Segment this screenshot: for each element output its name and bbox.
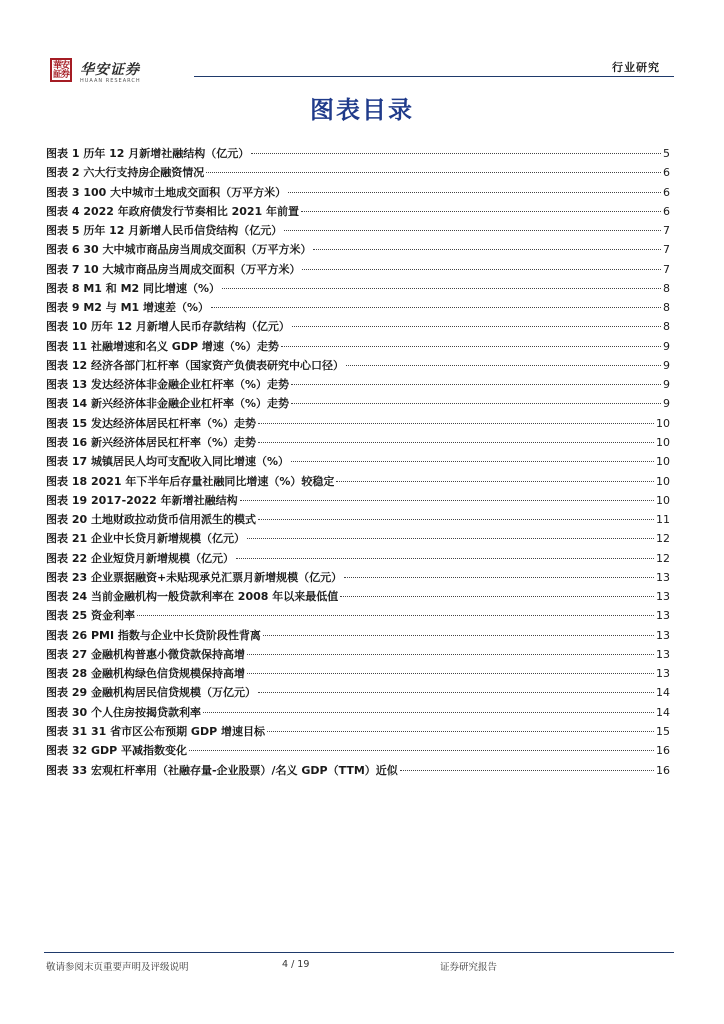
dot-leader: [189, 750, 654, 751]
company-logo: [50, 58, 190, 86]
toc-entry-label: 图表 21 企业中长贷月新增规模（亿元）: [46, 532, 245, 546]
toc-entry-label: 图表 25 资金利率: [46, 609, 135, 623]
toc-entry-label: 图表 29 金融机构居民信贷规模（万亿元）: [46, 686, 256, 700]
toc-entry[interactable]: [46, 183, 670, 202]
dot-leader: [291, 403, 661, 404]
toc-entry[interactable]: [46, 356, 670, 375]
toc-entry-page: 16: [656, 744, 670, 758]
toc-entry[interactable]: [46, 240, 670, 259]
seal-char: 券: [61, 70, 71, 80]
toc-entry[interactable]: [46, 606, 670, 625]
dot-leader: [247, 673, 654, 674]
toc-entry-page: 13: [656, 628, 670, 642]
toc-entry[interactable]: [46, 202, 670, 221]
toc-entry-page: 6: [663, 166, 670, 180]
toc-entry[interactable]: [46, 568, 670, 587]
toc-entry-label: 图表 30 个人住房按揭贷款利率: [46, 705, 201, 719]
toc-entry-page: 16: [656, 763, 670, 777]
toc-entry-label: 图表 8 M1 和 M2 同比增速（%）: [46, 281, 221, 295]
toc-entry-label: 图表 31 31 省市区公布预期 GDP 增速目标: [46, 724, 265, 738]
toc-entry[interactable]: [46, 375, 670, 394]
dot-leader: [240, 500, 654, 501]
footer-disclaimer: 敬请参阅末页重要声明及评级说明: [46, 962, 189, 973]
dot-leader: [247, 654, 654, 655]
toc-entry-page: 10: [656, 435, 670, 449]
dot-leader: [346, 365, 661, 366]
toc-entry-page: 10: [656, 474, 670, 488]
toc-entry-page: 8: [663, 281, 670, 295]
toc-entry-page: 14: [656, 705, 670, 719]
toc-entry-page: 12: [656, 532, 670, 546]
toc-entry-label: 图表 15 发达经济体居民杠杆率（%）走势: [46, 416, 256, 430]
dot-leader: [206, 172, 661, 173]
dot-leader: [203, 712, 654, 713]
toc-entry-page: 11: [656, 513, 670, 527]
brand-subtitle: HUAAN RESEARCH: [80, 78, 141, 84]
toc-entry-page: 9: [663, 397, 670, 411]
toc-entry-page: 7: [663, 224, 670, 238]
dot-leader: [137, 615, 654, 616]
footer-divider: [44, 952, 674, 953]
toc-entry-page: 9: [663, 378, 670, 392]
dot-leader: [258, 519, 654, 520]
toc-entry[interactable]: [46, 626, 670, 645]
dot-leader: [281, 346, 661, 347]
toc-entry[interactable]: [46, 472, 670, 491]
toc-entry[interactable]: [46, 703, 670, 722]
toc-entry-label: 图表 4 2022 年政府债发行节奏相比 2021 年前置: [46, 204, 300, 218]
toc-entry-label: 图表 33 宏观杠杆率用（社融存量-企业股票）/名义 GDP（TTM）近似: [46, 763, 398, 777]
toc-entry[interactable]: [46, 298, 670, 317]
toc-entry-label: 图表 32 GDP 平减指数变化: [46, 744, 188, 758]
toc-entry[interactable]: [46, 394, 670, 413]
toc-entry[interactable]: [46, 761, 670, 780]
dot-leader: [222, 288, 661, 289]
toc-entry[interactable]: [46, 414, 670, 433]
toc-entry-page: 5: [663, 147, 670, 160]
toc-entry[interactable]: [46, 587, 670, 606]
dot-leader: [340, 596, 654, 597]
toc-entry[interactable]: [46, 645, 670, 664]
toc-entry-page: 9: [663, 339, 670, 353]
toc-entry-label: 图表 11 社融增速和名义 GDP 增速（%）走势: [46, 339, 279, 353]
toc-entry[interactable]: [46, 452, 670, 471]
toc-entry[interactable]: [46, 741, 670, 760]
toc-entry[interactable]: [46, 722, 670, 741]
document-type: 证券研究报告: [440, 962, 498, 973]
toc-entry-page: 13: [656, 590, 670, 604]
toc-entry-label: 图表 1 历年 12 月新增社融结构（亿元）: [46, 147, 250, 160]
toc-entry-label: 图表 16 新兴经济体居民杠杆率（%）走势: [46, 435, 256, 449]
toc-entry-page: 6: [663, 204, 670, 218]
toc-entry-label: 图表 19 2017-2022 年新增社融结构: [46, 493, 238, 507]
dot-leader: [336, 481, 654, 482]
toc-entry[interactable]: [46, 510, 670, 529]
toc-entry[interactable]: [46, 529, 670, 548]
logo-seal: [50, 58, 72, 82]
toc-entry-page: 10: [656, 493, 670, 507]
table-of-figures: [46, 144, 670, 780]
toc-entry-label: 图表 9 M2 与 M1 增速差（%）: [46, 301, 210, 315]
toc-entry-label: 图表 17 城镇居民人均可支配收入同比增速（%）: [46, 455, 289, 469]
toc-entry-label: 图表 6 30 大中城市商品房当周成交面积（万平方米）: [46, 243, 312, 257]
toc-entry-label: 图表 26 PMI 指数与企业中长贷阶段性背离: [46, 628, 261, 642]
toc-entry-label: 图表 22 企业短贷月新增规模（亿元）: [46, 551, 234, 565]
dot-leader: [247, 538, 654, 539]
toc-entry-page: 14: [656, 686, 670, 700]
toc-entry-label: 图表 28 金融机构绿色信贷规模保持高增: [46, 667, 245, 681]
toc-entry-label: 图表 18 2021 年下半年后存量社融同比增速（%）较稳定: [46, 474, 335, 488]
dot-leader: [263, 635, 654, 636]
toc-entry[interactable]: [46, 279, 670, 298]
dot-leader: [400, 770, 654, 771]
dot-leader: [211, 307, 661, 308]
toc-entry[interactable]: [46, 144, 670, 163]
toc-entry[interactable]: [46, 491, 670, 510]
toc-entry-page: 8: [663, 320, 670, 334]
toc-entry-label: 图表 5 历年 12 月新增人民币信贷结构（亿元）: [46, 224, 283, 238]
page-header: [44, 56, 674, 86]
dot-leader: [344, 577, 654, 578]
header-divider: [194, 76, 674, 77]
seal-char: 華: [53, 61, 63, 71]
toc-entry[interactable]: [46, 433, 670, 452]
brand-name: 华安证券: [80, 62, 140, 78]
dot-leader: [267, 731, 654, 732]
dot-leader: [258, 692, 654, 693]
toc-entry-label: 图表 7 10 大城市商品房当周成交面积（万平方米）: [46, 262, 301, 276]
toc-entry-label: 图表 27 金融机构普惠小微贷款保持高增: [46, 647, 245, 661]
toc-entry-label: 图表 24 当前金融机构一般贷款利率在 2008 年以来最低值: [46, 590, 339, 604]
toc-entry-label: 图表 13 发达经济体非金融企业杠杆率（%）走势: [46, 378, 289, 392]
toc-entry[interactable]: [46, 549, 670, 568]
dot-leader: [291, 384, 661, 385]
dot-leader: [288, 192, 661, 193]
dot-leader: [284, 230, 661, 231]
toc-entry-page: 7: [663, 243, 670, 257]
toc-entry-page: 15: [656, 724, 670, 738]
dot-leader: [302, 269, 661, 270]
seal-char: 証: [53, 70, 63, 80]
toc-entry-page: 9: [663, 358, 670, 372]
dot-leader: [292, 326, 661, 327]
toc-entry[interactable]: [46, 664, 670, 683]
toc-entry-page: 10: [656, 416, 670, 430]
toc-entry-label: 图表 20 土地财政拉动货币信用派生的模式: [46, 513, 256, 527]
toc-entry-label: 图表 3 100 大中城市土地成交面积（万平方米）: [46, 185, 287, 199]
toc-entry-label: 图表 10 历年 12 月新增人民币存款结构（亿元）: [46, 320, 290, 334]
toc-entry-page: 6: [663, 185, 670, 199]
toc-entry-label: 图表 23 企业票据融资+未贴现承兑汇票月新增规模（亿元）: [46, 570, 343, 584]
toc-entry[interactable]: [46, 337, 670, 356]
toc-entry-page: 13: [656, 570, 670, 584]
page-number: 4 / 19: [282, 959, 310, 970]
toc-entry-label: 图表 12 经济各部门杠杆率（国家资产负债表研究中心口径）: [46, 358, 344, 372]
dot-leader: [301, 211, 661, 212]
toc-entry-label: 图表 2 六大行支持房企融资情况: [46, 166, 205, 180]
toc-entry[interactable]: [46, 260, 670, 279]
dot-leader: [258, 442, 654, 443]
toc-entry-label: 图表 14 新兴经济体非金融企业杠杆率（%）走势: [46, 397, 289, 411]
toc-entry-page: 13: [656, 667, 670, 681]
toc-entry-page: 7: [663, 262, 670, 276]
dot-leader: [291, 461, 654, 462]
dot-leader: [313, 249, 661, 250]
toc-entry[interactable]: [46, 163, 670, 182]
dot-leader: [258, 423, 654, 424]
toc-entry-page: 10: [656, 455, 670, 469]
toc-entry-page: 8: [663, 301, 670, 315]
dot-leader: [236, 558, 654, 559]
page-title: 图表目录: [310, 95, 414, 124]
section-label: 行业研究: [612, 61, 660, 74]
toc-entry[interactable]: [46, 317, 670, 336]
toc-entry-page: 13: [656, 609, 670, 623]
toc-entry[interactable]: [46, 221, 670, 240]
toc-entry-page: 12: [656, 551, 670, 565]
toc-entry-page: 13: [656, 647, 670, 661]
dot-leader: [251, 153, 661, 154]
toc-entry[interactable]: [46, 683, 670, 702]
seal-char: 安: [61, 61, 71, 71]
